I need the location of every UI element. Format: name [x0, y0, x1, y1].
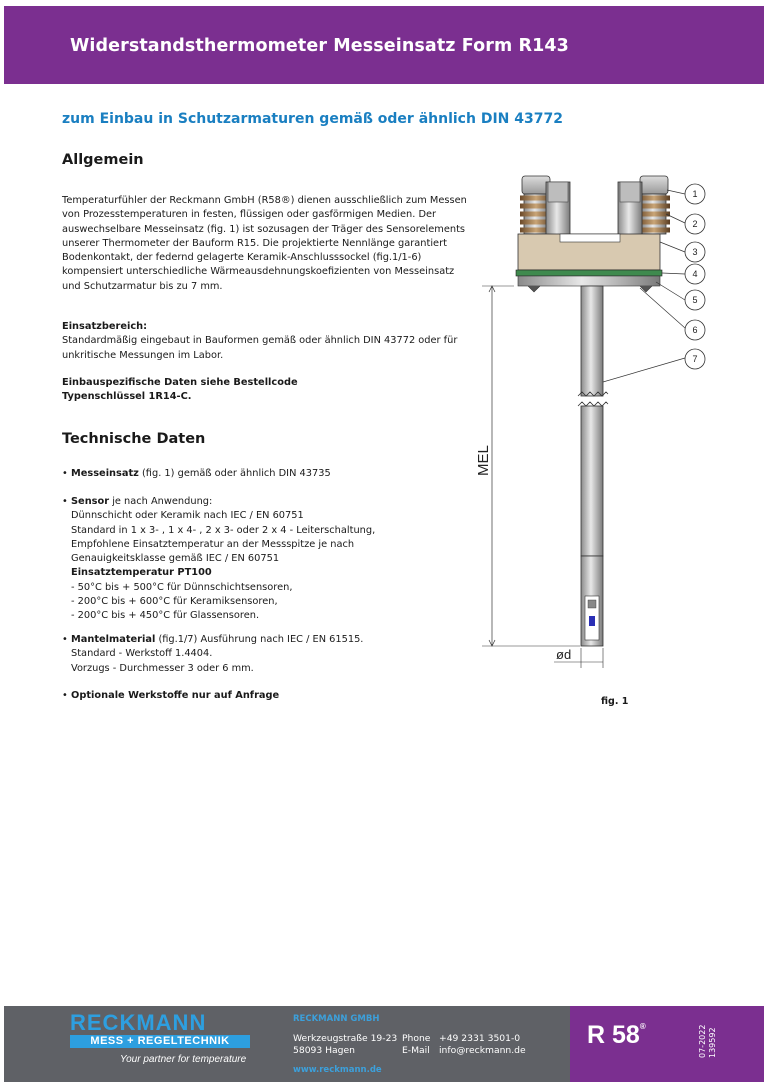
- callout-6: 6: [692, 325, 698, 335]
- logo-tagline: Your partner for temperature: [120, 1054, 247, 1065]
- bullet-optional: [62, 689, 279, 703]
- messeinsatz-label: Messeinsatz: [71, 468, 139, 479]
- mantel-line: Vorzugs - Durchmesser 3 oder 6 mm.: [71, 662, 254, 674]
- sensor-element: [589, 616, 595, 626]
- brand-r58: [587, 1021, 646, 1050]
- einsatzbereich-block: [62, 320, 457, 363]
- address-street: Werkzeugstraße 19-23: [293, 1033, 398, 1044]
- reckmann-logo: [70, 1012, 250, 1072]
- mel-label: MEL: [475, 445, 492, 476]
- logo-subline: MESS + REGELTECHNIK: [70, 1035, 250, 1048]
- address-city: 58093 Hagen: [293, 1045, 355, 1056]
- messeinsatz-text: (fig. 1) gemäß oder ähnlich DIN 43735: [138, 468, 331, 479]
- section-heading-technische-daten: Technische Daten: [62, 431, 206, 447]
- pt100-label: Einsatztemperatur PT100: [71, 567, 212, 579]
- bullet-messeinsatz: [62, 467, 331, 481]
- allgemein-line: Bodenkontakt, der federnd gelagerte Keramik-Anschlusssockel (fig.1/1-6): [62, 252, 422, 264]
- bullet-icon: •: [62, 496, 68, 507]
- brand-text: R 58: [587, 1021, 640, 1049]
- subtitle: zum Einbau in Schutzarmaturen gemäß oder ähnlich DIN 43772: [62, 111, 563, 127]
- bullet-mantelmaterial: [62, 633, 363, 676]
- callout-5: 5: [692, 295, 698, 305]
- measuring-insert-drawing: [470, 168, 720, 668]
- email-label: E-Mail: [402, 1045, 430, 1056]
- mantel-label: Mantelmaterial: [71, 634, 156, 645]
- left-spring: [520, 176, 570, 236]
- allgemein-line: auswechselbare Messeinsatz (fig. 1) ist sozusagen der Träger des Sensorelements: [62, 223, 466, 235]
- pt100-line: - 200°C bis + 450°C für Glassensoren.: [71, 610, 260, 622]
- company-address: [293, 1033, 397, 1057]
- sensor-line: Dünnschicht oder Keramik nach IEC / EN 60751: [71, 510, 304, 522]
- company-name: RECKMANN GMBH: [293, 1014, 380, 1024]
- bullet-icon: •: [62, 634, 68, 645]
- allgemein-paragraph: [62, 194, 467, 294]
- header-bar: [4, 6, 764, 84]
- page-title: Widerstandsthermometer Messeinsatz Form R143: [70, 36, 569, 56]
- logo-wordmark: RECKMANN: [70, 1010, 207, 1035]
- section-heading-allgemein: Allgemein: [62, 152, 144, 168]
- sensor-line: Empfohlene Einsatztemperatur an der Messspitze je nach: [71, 538, 355, 550]
- pt100-line: - 50°C bis + 500°C für Dünnschichtsensoren,: [71, 581, 293, 593]
- insert-drawing-svg: [470, 168, 720, 668]
- document-number: 139592: [708, 1027, 717, 1058]
- bullet-icon: •: [62, 690, 68, 701]
- einsatzbereich-line: unkritische Messungen im Labor.: [62, 349, 224, 361]
- sheath-lower: [581, 406, 603, 556]
- einbau-line: Einbauspezifische Daten siehe Bestellcode: [62, 377, 298, 388]
- company-contact: [402, 1033, 526, 1057]
- einbau-note: [62, 376, 298, 405]
- green-oring: [516, 270, 662, 276]
- sheath-upper: [581, 286, 603, 396]
- d-label: ød: [556, 647, 572, 662]
- allgemein-line: unserer Thermometer der Bauform R15. Die projektierte Nennlänge garantiert: [62, 237, 447, 249]
- callout-2: 2: [692, 219, 698, 229]
- pt100-line: - 200°C bis + 600°C für Keramiksensoren,: [71, 596, 278, 608]
- sensor-line: Genauigkeitsklasse gemäß IEC / EN 60751: [71, 553, 280, 565]
- bullet-icon: •: [62, 468, 68, 479]
- allgemein-line: und Schutzarmatur bis zu 7 mm.: [62, 280, 223, 292]
- callout-circles: [685, 184, 705, 369]
- mantel-line: Standard - Werkstoff 1.4404.: [71, 648, 213, 660]
- optional-text: Optionale Werkstoffe nur auf Anfrage: [71, 690, 280, 701]
- document-date: 07-2022: [698, 1024, 707, 1058]
- phone-label: Phone: [402, 1033, 431, 1044]
- mantel-text: (fig.1/7) Ausführung nach IEC / EN 61515.: [155, 634, 364, 645]
- callout-3: 3: [692, 247, 698, 257]
- document-code: [698, 1025, 718, 1058]
- phone-number[interactable]: +49 2331 3501-0: [439, 1033, 521, 1044]
- sensor-label: Sensor: [71, 496, 110, 507]
- einsatzbereich-line: Standardmäßig eingebaut in Bauformen gemäß oder ähnlich DIN 43772 oder für: [62, 335, 458, 347]
- allgemein-line: Temperaturfühler der Reckmann GmbH (R58®) dienen ausschließlich zum Messen: [62, 195, 467, 206]
- right-spring: [618, 176, 670, 236]
- allgemein-line: kompensiert unterschiedliche Wärmeausdehnungskoefizienten von Messeinsatz: [62, 266, 455, 278]
- einsatzbereich-label: Einsatzbereich:: [62, 321, 148, 332]
- callout-7: 7: [692, 354, 698, 364]
- figure-caption: fig. 1: [601, 696, 629, 707]
- email-address[interactable]: info@reckmann.de: [439, 1045, 526, 1056]
- callout-1: 1: [692, 189, 698, 199]
- einbau-line: Typenschlüssel 1R14-C.: [62, 391, 192, 403]
- sensor-line: Standard in 1 x 3- , 1 x 4- , 2 x 3- oder 2 x 4 - Leiterschaltung,: [71, 524, 376, 536]
- brand-registered: ®: [639, 1022, 646, 1031]
- allgemein-line: von Prozesstemperaturen in festen, flüssigen oder gasförmigen Medien. Der: [62, 209, 437, 221]
- callout-4: 4: [692, 269, 698, 279]
- website-link[interactable]: www.reckmann.de: [293, 1065, 382, 1075]
- sensor-text: je nach Anwendung:: [109, 496, 213, 507]
- bullet-sensor: [62, 495, 375, 624]
